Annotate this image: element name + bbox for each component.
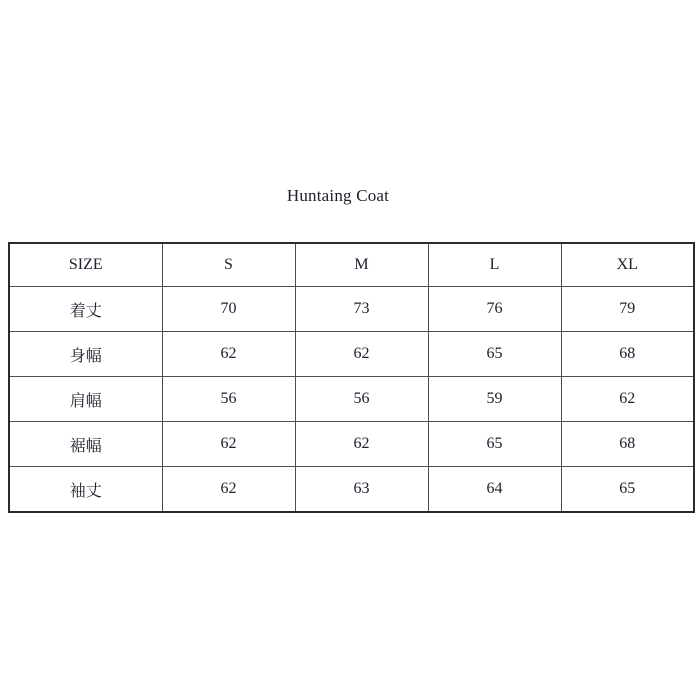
row-label-cell: 着丈 xyxy=(9,287,162,332)
row-label-cell: 裾幅 xyxy=(9,422,162,467)
value-cell: 65 xyxy=(428,332,561,377)
table-row xyxy=(9,332,694,377)
value-cell: 62 xyxy=(561,377,694,422)
row-label-cell: 身幅 xyxy=(9,332,162,377)
header-cell-size: SIZE xyxy=(9,243,162,287)
value-cell: 73 xyxy=(295,287,428,332)
value-cell: 62 xyxy=(162,422,295,467)
value-cell: 68 xyxy=(561,422,694,467)
value-cell: 63 xyxy=(295,467,428,513)
value-cell: 65 xyxy=(561,467,694,513)
size-chart-table xyxy=(8,242,695,513)
value-cell: 62 xyxy=(162,332,295,377)
value-cell: 59 xyxy=(428,377,561,422)
value-cell: 68 xyxy=(561,332,694,377)
value-cell: 62 xyxy=(162,467,295,513)
value-cell: 79 xyxy=(561,287,694,332)
row-label-cell: 袖丈 xyxy=(9,467,162,513)
value-cell: 56 xyxy=(295,377,428,422)
table-row xyxy=(9,467,694,513)
value-cell: 64 xyxy=(428,467,561,513)
row-label-cell: 肩幅 xyxy=(9,377,162,422)
header-cell-m: M xyxy=(295,243,428,287)
value-cell: 56 xyxy=(162,377,295,422)
value-cell: 62 xyxy=(295,332,428,377)
table-row xyxy=(9,377,694,422)
header-cell-xl: XL xyxy=(561,243,694,287)
header-cell-l: L xyxy=(428,243,561,287)
table-row xyxy=(9,422,694,467)
value-cell: 65 xyxy=(428,422,561,467)
header-row xyxy=(9,243,694,287)
page-title: Huntaing Coat xyxy=(286,186,390,205)
value-cell: 62 xyxy=(295,422,428,467)
header-cell-s: S xyxy=(162,243,295,287)
value-cell: 70 xyxy=(162,287,295,332)
table-row xyxy=(9,287,694,332)
value-cell: 76 xyxy=(428,287,561,332)
